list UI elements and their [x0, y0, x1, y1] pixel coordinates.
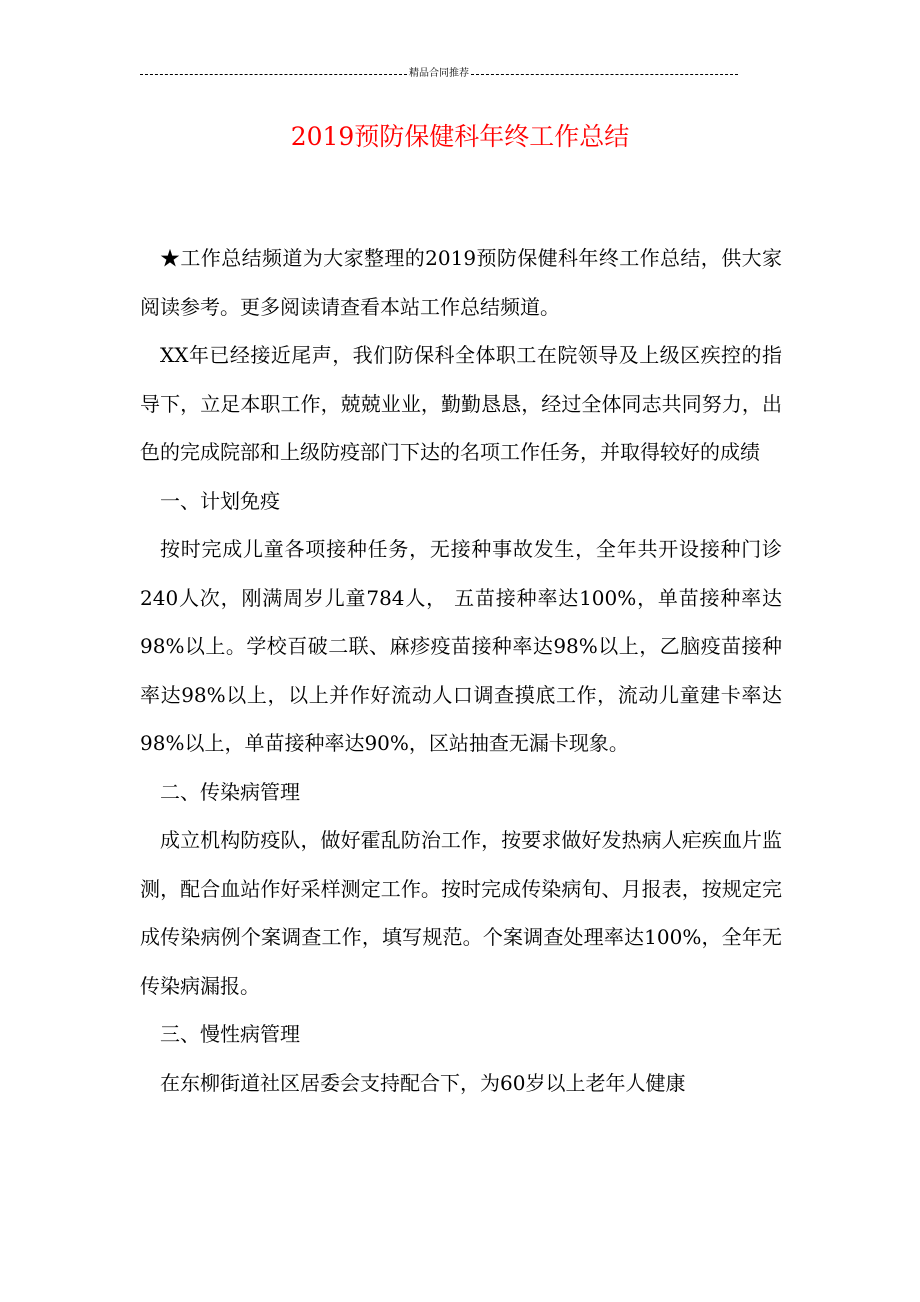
section-heading-immunization: 一、计划免疫 — [160, 488, 280, 513]
section-body-infectious-disease: 成立机构防疫队，做好霍乱防治工作，按要求做好发热病人疟疾血片监测，配合血站作好采样测定工作。按时完成传染病旬、月报表，按规定完成传染病例个案调查工作，填写规范。个案调查处理率达100%，全年无传染病漏报。 — [140, 828, 782, 998]
header-divider-left — [140, 74, 407, 75]
section-body-immunization: 按时完成儿童各项接种任务，无接种事故发生，全年共开设接种门诊240人次，刚满周岁儿童784人， 五苗接种率达100%，单苗接种率达98%以上。学校百破二联、麻疹疫苗接种率达98%以上，乙脑疫苗接种率达98%以上，以上并作好流动人口调查摸底工作，流动儿童建卡率达98%以上，单苗接种率达90%，区站抽查无漏卡现象。 — [140, 537, 782, 755]
header-label: 精品合同推荐 — [409, 68, 469, 79]
page-header — [140, 66, 738, 82]
section-body-chronic-disease: 在东柳街道社区居委会支持配合下，为60岁以上老年人健康 — [160, 1070, 686, 1095]
document-body — [140, 234, 782, 1107]
intro-paragraph: ★工作总结频道为大家整理的2019预防保健科年终工作总结，供大家阅读参考。更多阅读请查看本站工作总结频道。 — [140, 246, 782, 319]
section-heading-infectious-disease: 二、传染病管理 — [160, 779, 300, 804]
opening-paragraph: XX年已经接近尾声，我们防保科全体职工在院领导及上级区疾控的指导下，立足本职工作，兢兢业业，勤勤恳恳，经过全体同志共同努力，出色的完成院部和上级防疫部门下达的名项工作任务，并取得较好的成绩 — [140, 343, 782, 464]
header-divider-right — [471, 74, 738, 75]
document-title: 2019预防保健科年终工作总结 — [290, 122, 630, 151]
section-heading-chronic-disease: 三、慢性病管理 — [160, 1022, 300, 1046]
